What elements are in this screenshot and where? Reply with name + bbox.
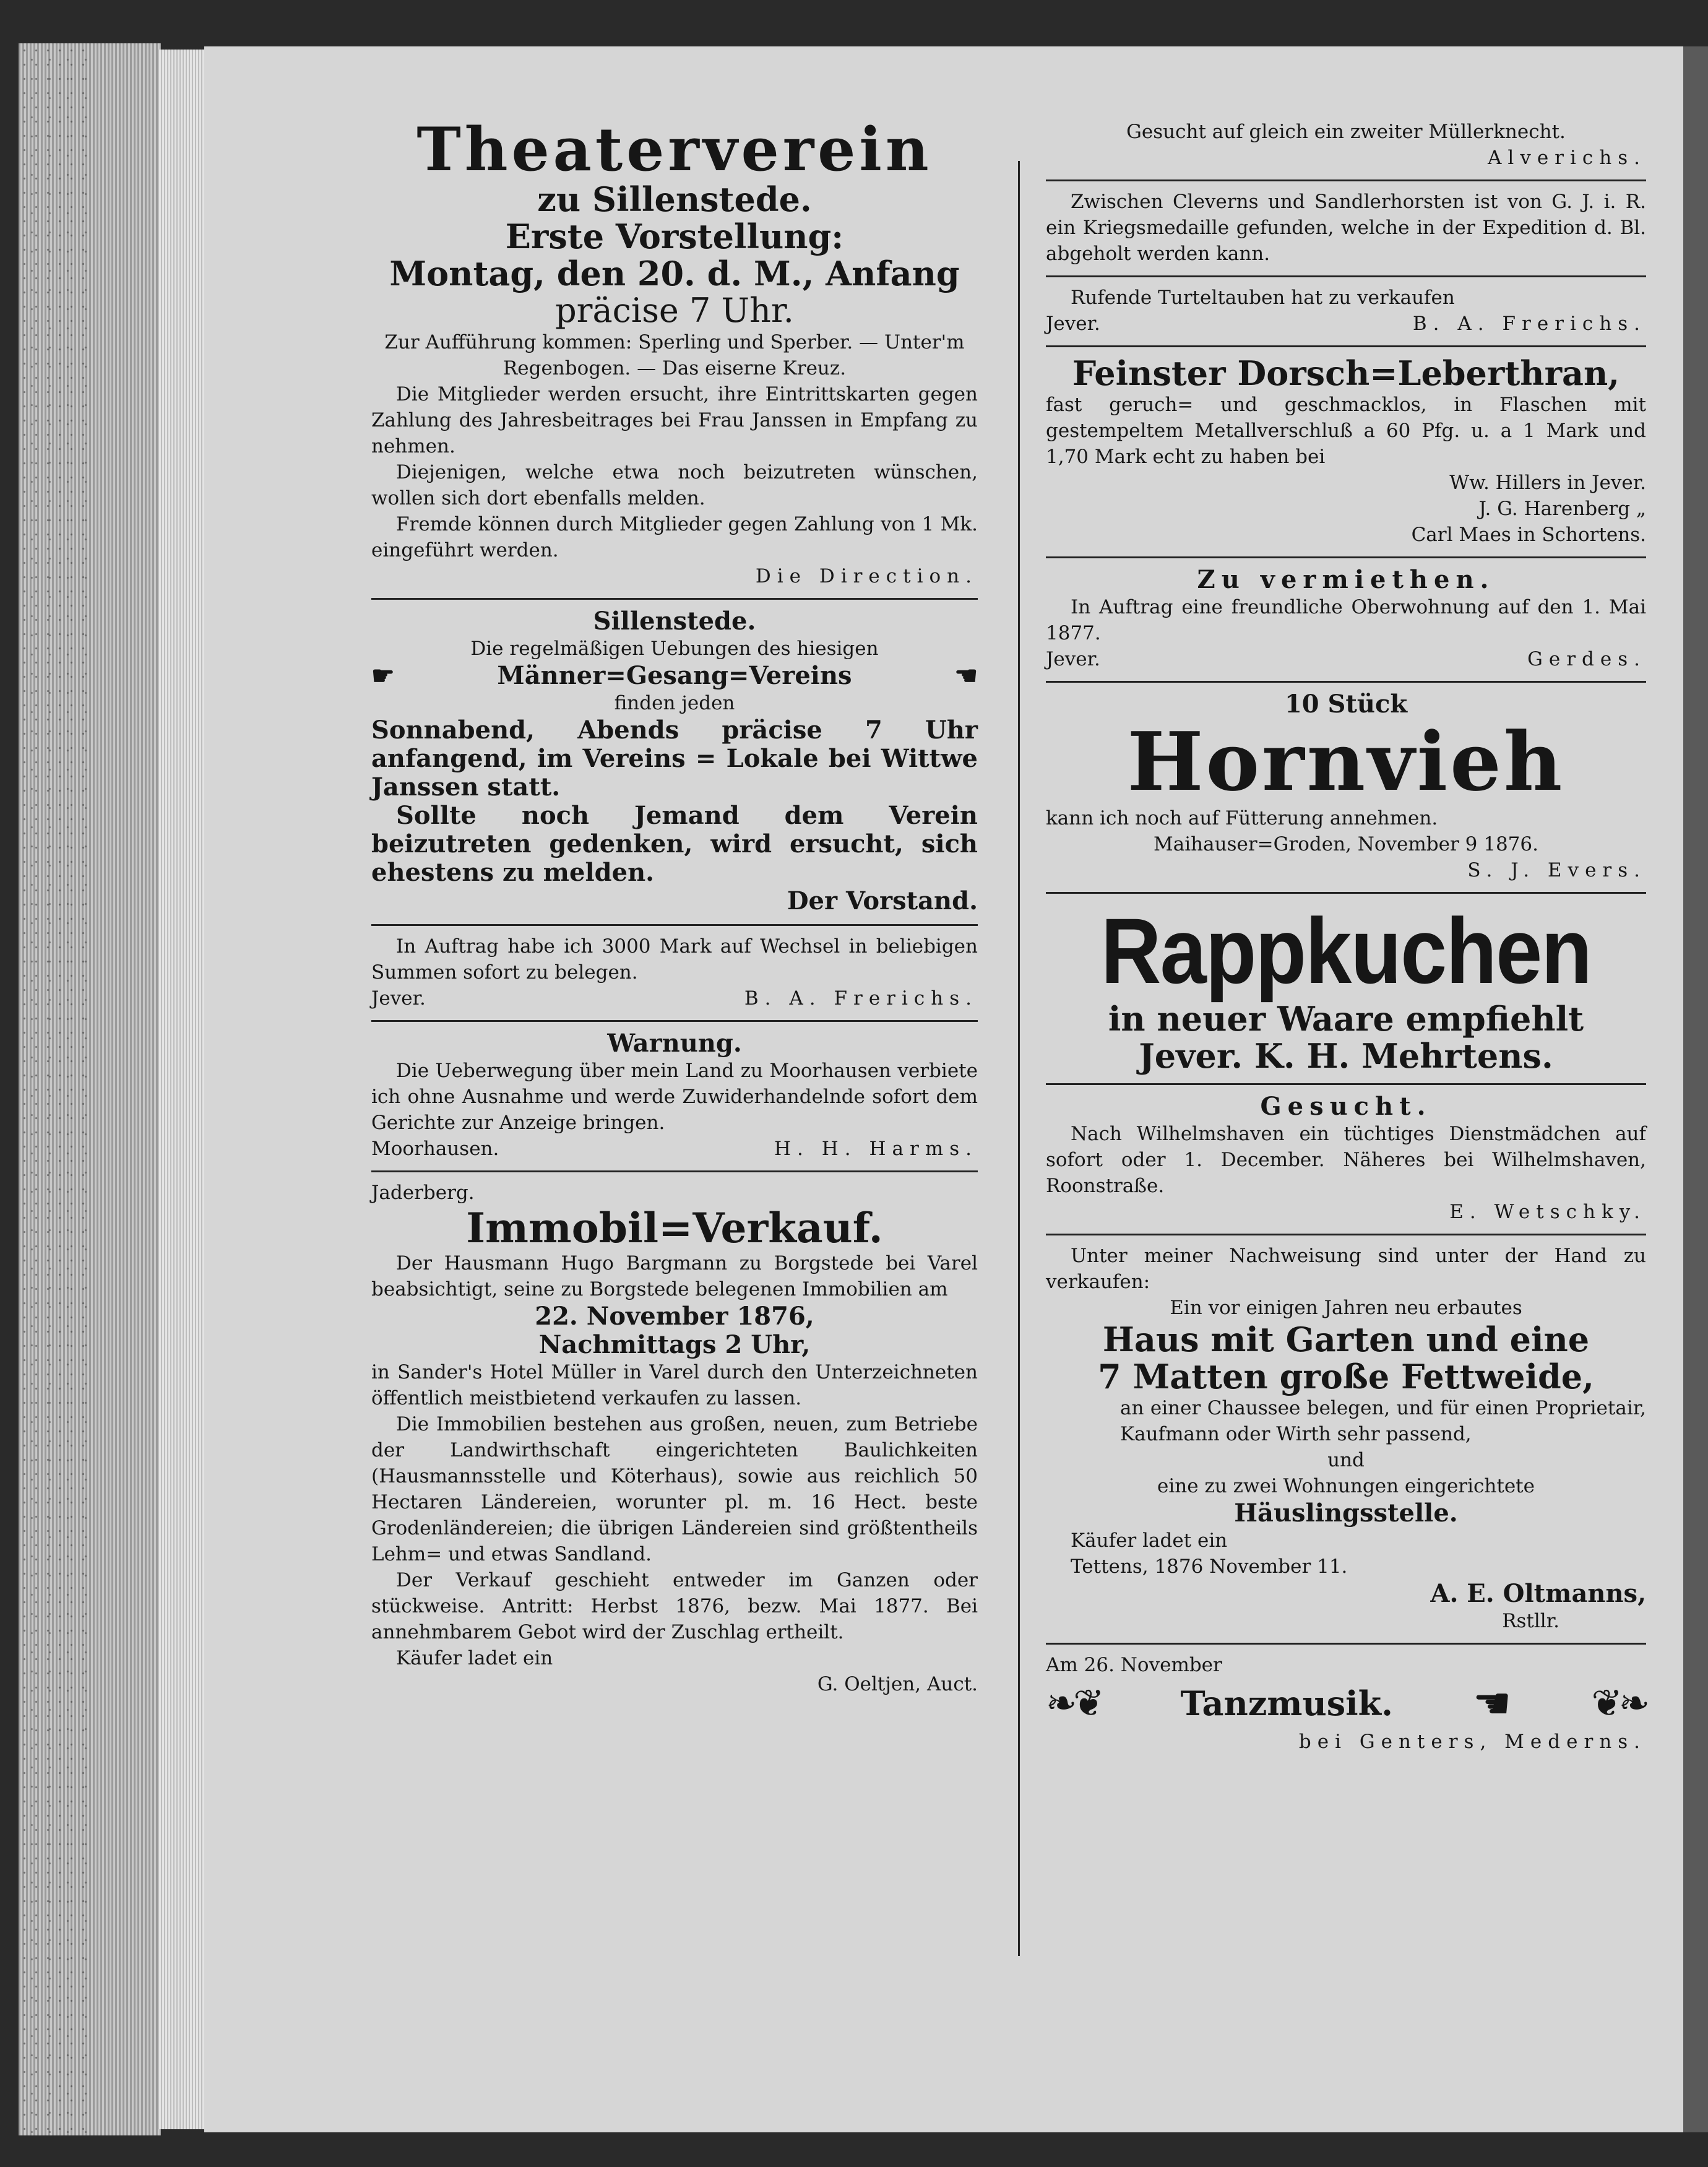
ad-signature: B. A. Frerichs. [744, 987, 978, 1010]
ornament-left-icon: ❧❦ [1046, 1682, 1101, 1725]
pointing-hand-right-icon: ☛ [371, 660, 395, 691]
ad-paragraph: Die Immobilien bestehen aus großen, neuen, zum Betriebe der Landwirthschaft eingerichteten Baulichkeiten (Hausmannsstelle und Köterhaus), sowie aus reichlich 50 Hectaren Ländereien, worunter pl. m. 16 Hect. beste Grodenländereien; die übrigen Ländereien sind größtentheils Lehm= und etwas Sandland. [371, 1413, 978, 1565]
ad-signature: J. G. Harenberg „ [1478, 498, 1646, 520]
ad-paragraph: an einer Chaussee belegen, und für einen Proprietair, Kaufmann oder Wirth sehr passend, [1120, 1397, 1646, 1445]
ad-rent [1046, 558, 1646, 683]
ad-place: Moorhausen. [371, 1138, 499, 1160]
ad-paragraph: in Sander's Hotel Müller in Varel durch den Unterzeichneten öffentlich meistbietend verkaufen zu lassen. [371, 1361, 978, 1409]
ad-cattle [1046, 683, 1646, 894]
ad-medal [1046, 181, 1646, 277]
left-column [371, 111, 978, 1706]
ad-line: finden jeden [614, 692, 735, 714]
ad-line: 10 Stück [1284, 690, 1408, 719]
ad-title: Sillenstede. [593, 607, 756, 636]
ad-signature: A. E. Oltmanns, [1430, 1579, 1646, 1608]
ad-paragraph: Ein vor einigen Jahren neu erbautes [1170, 1297, 1522, 1319]
ad-signature-row [371, 985, 978, 1011]
pointing-hand-left-icon: ☚ [1472, 1678, 1512, 1729]
pointing-hand-left-icon: ☚ [954, 660, 978, 691]
ad-doves [1046, 277, 1646, 347]
ad-body: Sollte noch Jemand dem Verein beizutreten gedenken, wird ersucht, sich ehestens zu melden. [371, 801, 978, 887]
ad-signature: B. A. Frerichs. [1412, 313, 1646, 335]
ad-title: Warnung. [607, 1029, 742, 1058]
ad-line: in neuer Waare empfiehlt [1108, 999, 1584, 1039]
ad-place: Jaderberg. [371, 1182, 475, 1204]
ad-title: Theaterverein [416, 115, 933, 184]
binding-shadow [1683, 46, 1708, 2132]
ad-paragraph: Käufer ladet ein [1071, 1529, 1228, 1552]
ad-paragraph: eine zu zwei Wohnungen eingerichtete [1157, 1475, 1535, 1497]
ad-title: Rappkuchen [1100, 899, 1592, 1003]
ad-title: Immobil=Verkauf. [466, 1204, 883, 1252]
ad-paragraph: Unter meiner Nachweisung sind unter der Hand zu verkaufen: [1046, 1245, 1646, 1293]
ad-paragraph: fast geruch= und geschmacklos, in Flaschen mit gestempeltem Metallverschluß a 60 Pfg. u. a 1 Mark und 1,70 Mark echt zu haben bei [1046, 394, 1646, 468]
ad-paragraph: Die Ueberwegung über mein Land zu Moorhausen verbiete ich ohne Ausnahme und werde Zuwiderhandelnde sofort dem Gerichte zur Anzeige bringen. [371, 1060, 978, 1134]
ad-paragraph: Gesucht auf gleich ein zweiter Müllerknecht. [1126, 121, 1566, 143]
ad-place: Jever. [1046, 313, 1100, 335]
ad-paragraph: Käufer ladet ein [396, 1647, 553, 1669]
column-divider [1018, 161, 1020, 1956]
ad-body: Sonnabend, Abends präcise 7 Uhr anfangend, im Vereins = Lokale bei Wittwe Janssen statt. [371, 716, 978, 802]
choir-name: Männer=Gesang=Vereins [497, 661, 852, 690]
ad-line: Montag, den 20. d. M., Anfang [389, 254, 960, 293]
ad-line: präcise 7 Uhr. [555, 291, 794, 330]
ad-signature: H. H. Harms. [774, 1138, 978, 1160]
ad-line: Jever. K. H. Mehrtens. [1139, 1036, 1553, 1076]
ad-signature: E. Wetschky. [1449, 1201, 1646, 1223]
ad-signature: G. Oeltjen, Auct. [817, 1673, 978, 1695]
ad-immobil [371, 1172, 978, 1706]
ad-theaterverein [371, 111, 978, 600]
ad-signature-row [371, 1136, 978, 1162]
ad-paragraph: Nach Wilhelmshaven ein tüchtiges Dienstmädchen auf sofort oder 1. December. Näheres bei Wilhelmshaven, Roonstraße. [1046, 1123, 1646, 1197]
ad-signature: Ww. Hillers in Jever. [1449, 472, 1646, 494]
ornament-right-icon: ❦❧ [1591, 1682, 1646, 1725]
ad-signature: Carl Maes in Schortens. [1411, 524, 1646, 546]
choir-name-row [371, 662, 978, 690]
ad-line: Die regelmäßigen Uebungen des hiesigen [470, 638, 879, 660]
ad-time: Nachmittags 2 Uhr, [538, 1330, 811, 1359]
ad-dance [1046, 1645, 1646, 1763]
ad-rappkuchen [1046, 894, 1646, 1085]
ad-paragraph: und [1327, 1449, 1365, 1471]
ad-date: 22. November 1876, [535, 1302, 814, 1331]
ad-warning [371, 1022, 978, 1172]
ad-paragraph: Diejenigen, welche etwa noch beizutreten wünschen, wollen sich dort ebenfalls melden. [371, 461, 978, 509]
ad-place: bei Genters, Mederns. [1298, 1731, 1646, 1753]
page-stack [158, 50, 204, 2129]
ad-headline: Häuslingsstelle. [1234, 1499, 1458, 1528]
ad-cod-liver-oil [1046, 347, 1646, 558]
ad-place: Jever. [371, 987, 426, 1010]
ad-paragraph: Rufende Turteltauben hat zu verkaufen [1071, 287, 1455, 309]
ad-paragraph: Die Mitglieder werden ersucht, ihre Eintrittskarten gegen Zahlung des Jahresbeitrages bei Frau Janssen in Empfang zu nehmen. [371, 383, 978, 457]
ad-signature: Alverichs. [1488, 147, 1646, 169]
ad-date: Am 26. November [1046, 1654, 1222, 1676]
ad-place: Jever. [1046, 648, 1100, 670]
ad-signature: S. J. Evers. [1467, 859, 1646, 881]
ad-headline: Haus mit Garten und eine [1102, 1320, 1590, 1359]
ad-maid [1046, 1085, 1646, 1235]
ad-paragraph: Zur Aufführung kommen: Sperling und Sperber. — Unter'm Regenbogen. — Das eiserne Kreuz. [384, 331, 965, 379]
ad-paragraph: Tettens, 1876 November 11. [1071, 1555, 1348, 1578]
book-edge-speckle [19, 43, 93, 2135]
ad-signature-row [1046, 311, 1646, 337]
ad-signature-title: Rstllr. [1502, 1610, 1559, 1632]
ad-paragraph: In Auftrag eine freundliche Oberwohnung auf den 1. Mai 1877. [1046, 596, 1646, 644]
ad-title: Zu vermiethen. [1197, 565, 1495, 594]
ad-paragraph: Fremde können durch Mitglieder gegen Zahlung von 1 Mk. eingeführt werden. [371, 513, 978, 561]
ad-title: Hornvieh [1127, 714, 1565, 809]
ad-choir [371, 600, 978, 926]
ad-paragraph: Der Verkauf geschieht entweder im Ganzen oder stückweise. Antritt: Herbst 1876, bezw. Mai 1877. Bei annehmbarem Gebot wird der Zuschlag ertheilt. [371, 1569, 978, 1643]
ad-paragraph: Der Hausmann Hugo Bargmann zu Borgstede bei Varel beabsichtigt, seine zu Borgstede belegenen Immobilien am [371, 1252, 978, 1300]
ad-paragraph: Zwischen Cleverns und Sandlerhorsten ist von G. J. i. R. ein Kriegsmedaille gefunden, welche in der Expedition d. Bl. abgeholt werden kann. [1046, 191, 1646, 265]
ad-signature: Die Direction. [755, 565, 978, 587]
ad-title: Tanzmusik. [1180, 1684, 1393, 1723]
right-column [1046, 111, 1646, 1763]
ad-signature: Gerdes. [1527, 648, 1646, 670]
ad-signature: Der Vorstand. [787, 886, 978, 915]
ad-knecht [1046, 111, 1646, 181]
ad-headline: 7 Matten große Fettweide, [1098, 1357, 1594, 1396]
ad-house [1046, 1235, 1646, 1645]
ad-line: Erste Vorstellung: [505, 217, 844, 256]
ad-paragraph: In Auftrag habe ich 3000 Mark auf Wechsel in beliebigen Summen sofort zu belegen. [371, 935, 978, 984]
dance-title-row [1046, 1678, 1646, 1729]
ad-title: Feinster Dorsch=Leberthran, [1072, 353, 1620, 393]
ad-money [371, 926, 978, 1022]
ad-paragraph: kann ich noch auf Fütterung annehmen. [1046, 807, 1438, 829]
ad-dateline: Maihauser=Groden, November 9 1876. [1154, 833, 1538, 855]
ad-signature-row [1046, 646, 1646, 672]
ad-subtitle: zu Sillenstede. [537, 180, 812, 219]
ad-title: Gesucht. [1260, 1092, 1432, 1121]
